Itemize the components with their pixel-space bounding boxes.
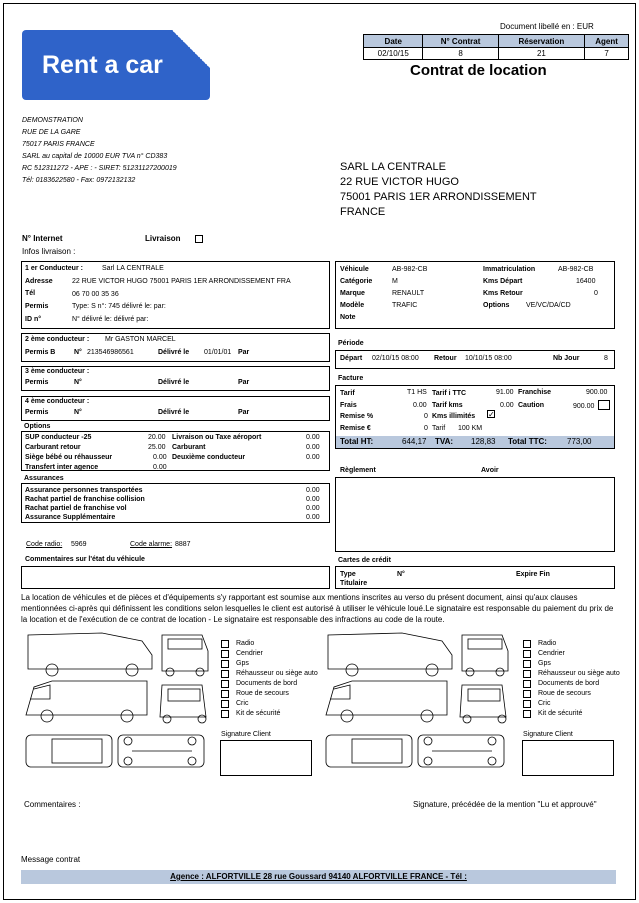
options-title: Options (24, 423, 51, 430)
check-radio-right[interactable] (523, 640, 531, 648)
etat-comment-box[interactable] (21, 566, 330, 589)
internet-label: N° Internet (22, 234, 63, 243)
check-cendrier-right[interactable] (523, 650, 531, 658)
check-cendrier-left[interactable] (221, 650, 229, 658)
check-documents-left[interactable] (221, 680, 229, 688)
header-contract-number: N° Contrat (423, 35, 498, 48)
check-roue-left[interactable] (221, 690, 229, 698)
value-contract-number: 8 (423, 48, 498, 60)
header-reservation: Réservation (498, 35, 585, 48)
assurances-title: Assurances (24, 475, 64, 482)
check-gps-right[interactable] (523, 660, 531, 668)
commentaires-label: Commentaires : (24, 800, 81, 809)
check-rehausseur-right[interactable] (523, 670, 531, 678)
kms-illimites-checkbox[interactable]: ✓ (488, 410, 495, 419)
value-reservation: 21 (498, 48, 585, 60)
signature-mention: Signature, précédée de la mention "Lu et approuvé" (413, 800, 597, 809)
check-roue-right[interactable] (523, 690, 531, 698)
cartes-box (335, 566, 615, 589)
caution-checkbox[interactable] (598, 400, 610, 410)
contract-title: Contrat de location (410, 62, 547, 79)
check-cric-right[interactable] (523, 700, 531, 708)
currency-label: Document libellé en : EUR (500, 22, 594, 31)
header-date: Date (364, 35, 423, 48)
value-agent: 7 (585, 48, 629, 60)
check-gps-left[interactable] (221, 660, 229, 668)
reglement-box (335, 477, 615, 552)
vehicle-diagram-left (22, 627, 217, 777)
value-date: 02/10/15 (364, 48, 423, 60)
company-info: DEMONSTRATION RUE DE LA GARE 75017 PARIS FRANCE SARL au capital de 10000 EUR TVA n° CD383 RC 512311272 - APE : - SIRET: 51231127200019 Tél: 0183622580 - Fax: 0972132132 (22, 117, 177, 184)
check-radio-left[interactable] (221, 640, 229, 648)
vehicle-diagram-right (322, 627, 517, 777)
contract-header-table (363, 34, 629, 60)
check-rehausseur-left[interactable] (221, 670, 229, 678)
agency-footer: Agence : ALFORTVILLE 28 rue Goussard 94140 ALFORTVILLE FRANCE - Tél : (21, 870, 616, 884)
check-documents-right[interactable] (523, 680, 531, 688)
signature-box-right[interactable] (522, 740, 614, 776)
infos-livraison: Infos livraison : (22, 247, 76, 256)
message-contrat: Message contrat (21, 855, 81, 864)
header-agent: Agent (585, 35, 629, 48)
rent-a-car-logo: Rent a car (22, 30, 210, 100)
legal-text: La location de véhicules et de pièces et d'équipements s'y rapportant est soumise aux mentions inscrites au verso du présent document, ainsi qu'aux clauses mentionnées ci-après qui définissent les conditions selon lesquelles le client est autorisé à utiliser le véhicule loué.Le signataire est responsable du paiement du prix de la location et de l'exécution de ce contrat de location - Le signataire est responsable des infractions au code de la route. (21, 593, 614, 624)
check-kit-left[interactable] (221, 710, 229, 718)
livraison-label: Livraison (145, 234, 181, 243)
check-kit-right[interactable] (523, 710, 531, 718)
livraison-checkbox[interactable] (195, 235, 203, 243)
client-address: SARL LA CENTRALE 22 RUE VICTOR HUGO 75001 PARIS 1ER ARRONDISSEMENT FRANCE (340, 161, 537, 218)
signature-box-left[interactable] (220, 740, 312, 776)
check-cric-left[interactable] (221, 700, 229, 708)
